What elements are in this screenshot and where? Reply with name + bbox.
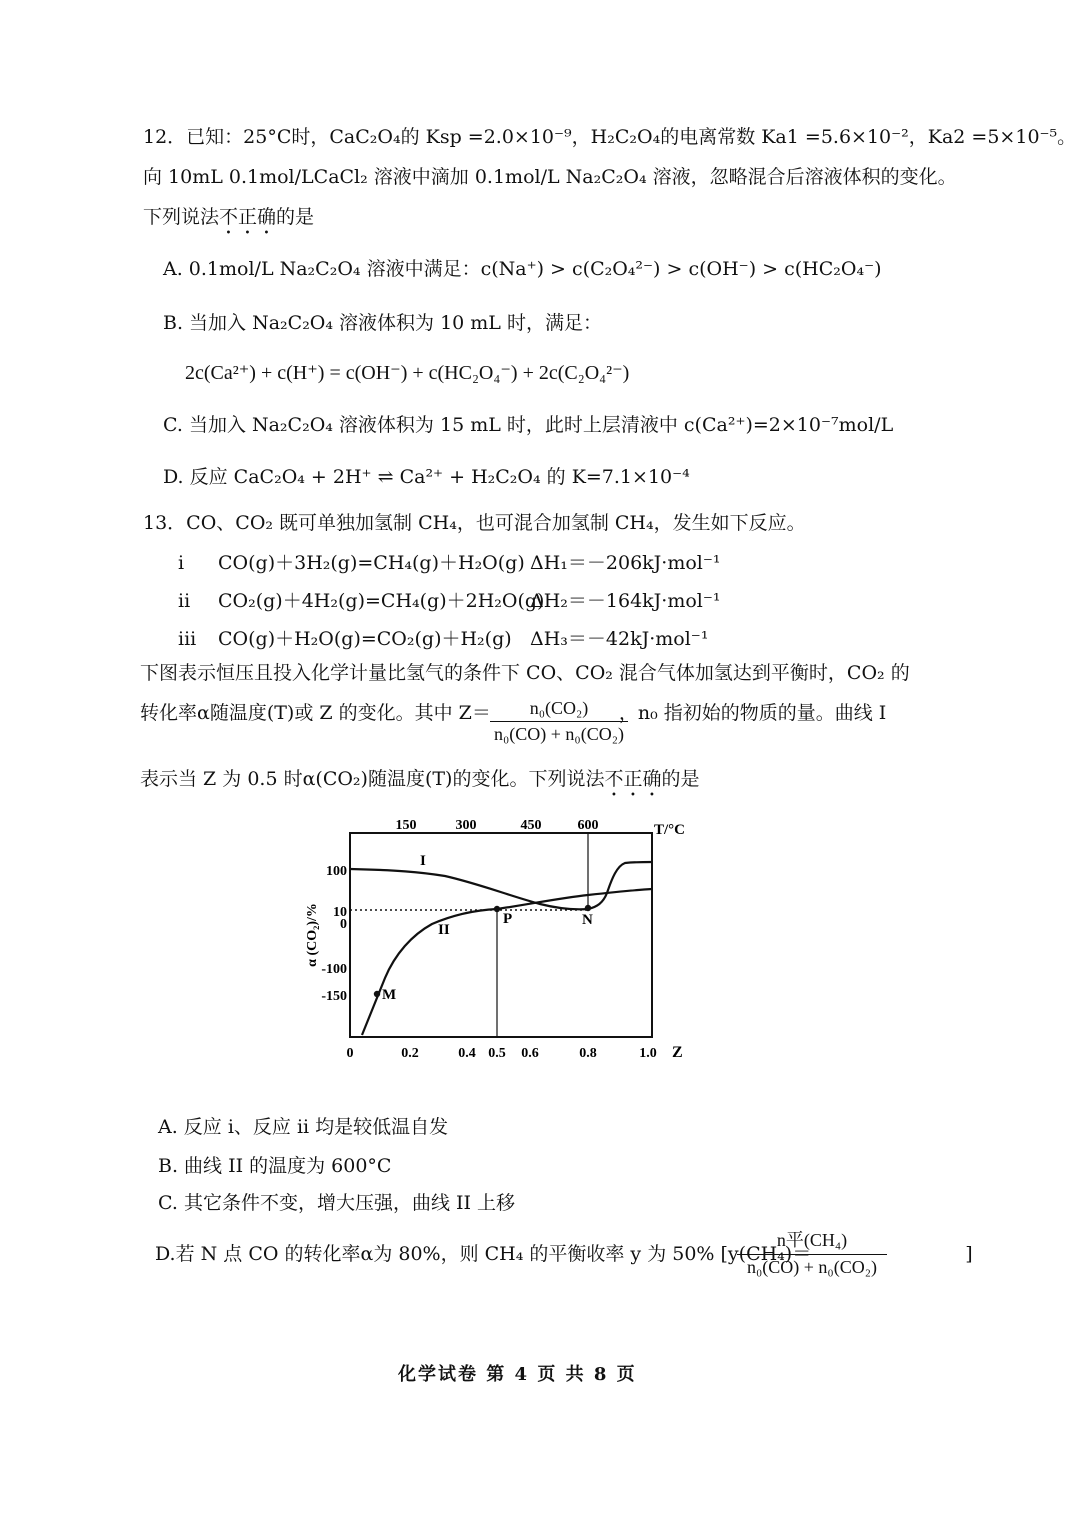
page-footer: 化学试卷 第 4 页 共 8 页 xyxy=(398,1364,637,1385)
reaction-enthalpy: ΔH₂＝－164kJ·mol⁻¹ xyxy=(530,590,721,612)
x-axis-label: Z xyxy=(672,1044,683,1061)
y-tick-label: -150 xyxy=(321,989,347,1004)
top-tick-label: 300 xyxy=(455,818,477,833)
q12-option-b: B. 当加入 Na₂C₂O₄ 溶液体积为 10 mL 时，满足： xyxy=(163,312,602,334)
reaction-tag: iii xyxy=(178,628,197,650)
q12-option-a: A. 0.1mol/L Na₂C₂O₄ 溶液中满足：c(Na⁺) > c(C₂O₄²⁻) > c(OH⁻) > c(HC₂O₄⁻) xyxy=(163,258,882,280)
yield-denominator: n₀(CO) + n₀(CO₂) xyxy=(747,1257,877,1277)
q13-option-c: C. 其它条件不变，增大压强，曲线 II 上移 xyxy=(158,1192,516,1214)
reaction-equation: CO(g)＋H₂O(g)=CO₂(g)＋H₂(g) xyxy=(218,628,512,650)
plot-frame xyxy=(350,833,652,1037)
reaction-tag: ii xyxy=(178,590,191,612)
z-denominator: n₀(CO) + n₀(CO₂) xyxy=(494,724,624,744)
y-tick-label: 10 xyxy=(333,905,347,920)
point-label-p: P xyxy=(503,911,513,927)
y-axis-label: α (CO₂)/% xyxy=(305,903,320,967)
q13-stem-line4: 表示当 Z 为 0.5 时α(CO₂)随温度(T)的变化。下列说法不正确的是 xyxy=(140,768,700,790)
q12-stem-line2: 向 10mL 0.1mol/LCaCl₂ 溶液中滴加 0.1mol/L Na₂C₂O₄ 溶液，忽略混合后溶液体积的变化。 xyxy=(143,166,957,188)
x-tick-label: 0.4 xyxy=(458,1046,476,1061)
q12-stem-line3: 下列说法不正确的是 xyxy=(143,206,315,228)
top-tick-label: 450 xyxy=(520,818,542,833)
z-numerator: n₀(CO₂) xyxy=(490,698,628,722)
reaction-enthalpy: ΔH₃＝－42kJ·mol⁻¹ xyxy=(530,628,709,650)
x-tick-label: 1.0 xyxy=(639,1046,657,1061)
top-axis-label: T/°C xyxy=(654,822,686,838)
x-tick-label: 0 xyxy=(346,1046,354,1061)
point-p xyxy=(494,906,500,912)
reaction-i xyxy=(178,548,721,575)
y-tick-label: -100 xyxy=(321,962,347,977)
curve-ii xyxy=(362,889,652,1035)
q12-stem-line1: 12．已知：25°C时，CaC₂O₄的 Ksp =2.0×10⁻⁹，H₂C₂O₄的电离常数 Ka1 =5.6×10⁻²，Ka2 =5×10⁻⁵。 xyxy=(143,126,1077,148)
y-tick-label: 0 xyxy=(340,917,347,932)
reaction-equation: CO₂(g)＋4H₂(g)=CH₄(g)＋2H₂O(g) xyxy=(218,590,545,612)
y-tick-label: 100 xyxy=(326,864,347,879)
reaction-equation: CO(g)＋3H₂(g)=CH₄(g)＋H₂O(g) xyxy=(218,552,525,574)
reaction-ii xyxy=(178,586,721,613)
x-tick-label: 0.5 xyxy=(488,1046,506,1061)
q12-option-b-formula: 2c(Ca²⁺) + c(H⁺) = c(OH⁻) + c(HC₂O₄⁻) + 2c(C₂O₄²⁻) xyxy=(185,362,630,384)
point-m xyxy=(374,991,380,997)
q12-option-d: D. 反应 CaC₂O₄ + 2H⁺ ⇌ Ca²⁺ + H₂C₂O₄ 的 K=7.1×10⁻⁴ xyxy=(163,466,690,488)
x-tick-label: 0.6 xyxy=(521,1046,539,1061)
q13-option-b: B. 曲线 II 的温度为 600°C xyxy=(158,1155,392,1177)
top-tick-label: 150 xyxy=(395,818,417,833)
reaction-enthalpy: ΔH₁＝－206kJ·mol⁻¹ xyxy=(530,552,721,574)
q13-stem-line1: 13．CO、CO₂ 既可单独加氢制 CH₄，也可混合加氢制 CH₄，发生如下反应。 xyxy=(143,512,806,534)
reaction-tag: i xyxy=(178,552,185,574)
point-label-n: N xyxy=(582,912,593,928)
yield-numerator: n平(CH₄) xyxy=(737,1226,887,1255)
q12-option-c: C. 当加入 Na₂C₂O₄ 溶液体积为 15 mL 时，此时上层清液中 c(Ca²⁺)=2×10⁻⁷mol/L xyxy=(163,414,894,436)
x-tick-label: 0.8 xyxy=(579,1046,597,1061)
q13-stem-line2: 下图表示恒压且投入化学计量比氢气的条件下 CO、CO₂ 混合气体加氢达到平衡时，CO₂ 的 xyxy=(140,662,910,684)
yield-definition-fraction xyxy=(737,1226,887,1278)
curve-label-ii: II xyxy=(438,922,450,938)
curve-label-i: I xyxy=(420,853,426,869)
q13-stem-line3: 转化率α随温度(T)或 Z 的变化。其中 Z＝ ，n₀ 指初始的物质的量。曲线 I xyxy=(140,702,887,724)
point-n xyxy=(585,905,591,911)
z-definition-fraction xyxy=(490,698,628,745)
point-label-m: M xyxy=(382,987,397,1003)
top-tick-label: 600 xyxy=(577,818,599,833)
q13-option-a: A. 反应 i、反应 ii 均是较低温自发 xyxy=(158,1116,449,1138)
x-tick-label: 0.2 xyxy=(401,1046,419,1061)
curve-i xyxy=(350,862,652,909)
reaction-iii xyxy=(178,624,708,651)
q13-option-d: D.若 N 点 CO 的转化率α为 80%，则 CH₄ 的平衡收率 y 为 50% [y(CH₄)＝ ] xyxy=(155,1243,973,1265)
